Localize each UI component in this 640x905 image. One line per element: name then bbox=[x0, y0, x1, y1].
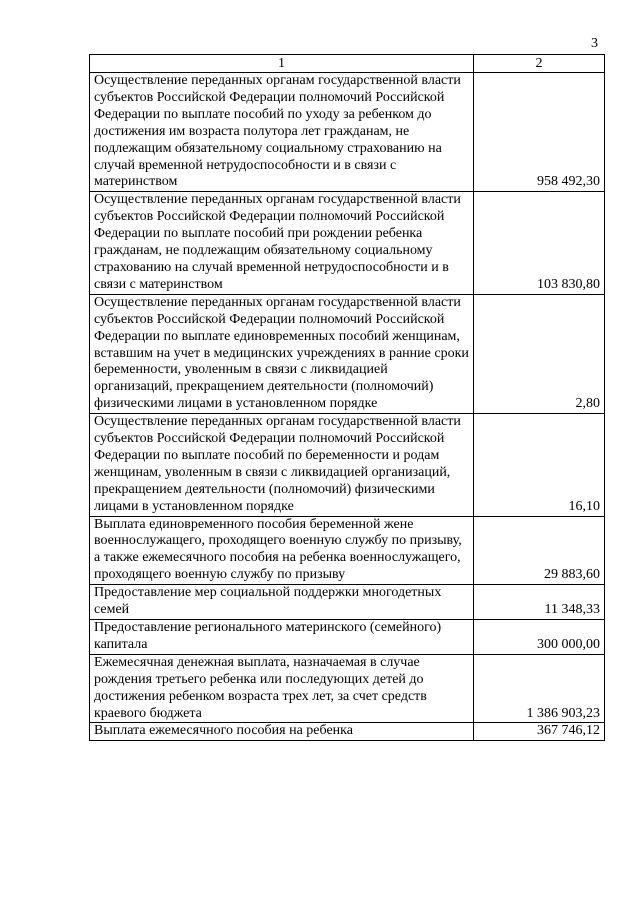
row-description: Предоставление регионального материнского (семейного) капитала bbox=[90, 620, 474, 655]
row-description: Выплата ежемесячного пособия на ребенка bbox=[90, 723, 474, 741]
table-row bbox=[90, 585, 605, 620]
row-description: Осуществление переданных органам государственной власти субъектов Российской Федерации полномочий Российской Федерации по выплате единовременных пособий женщинам, вставшим на учет в медицинских учреждениях в ранние сроки беременности, уволенным в связи с ликвидацией организаций, прекращением деятельности (полномочий) физическими лицами в установленном порядке bbox=[90, 294, 474, 413]
row-description: Предоставление мер социальной поддержки многодетных семей bbox=[90, 585, 474, 620]
column-header-2: 2 bbox=[474, 55, 605, 73]
table-row bbox=[90, 294, 605, 413]
table-row bbox=[90, 723, 605, 741]
table-row bbox=[90, 516, 605, 585]
row-description: Осуществление переданных органам государственной власти субъектов Российской Федерации полномочий Российской Федерации по выплате пособий по уходу за ребенком до достижения им возраста полутора лет гражданам, не подлежащим обязательному социальному страхованию на случай временной нетрудоспособности и в связи с материнством bbox=[90, 73, 474, 192]
row-amount: 958 492,30 bbox=[474, 73, 605, 192]
column-header-1: 1 bbox=[90, 55, 474, 73]
table-row bbox=[90, 654, 605, 723]
table-header-row bbox=[90, 55, 605, 73]
page-number: 3 bbox=[591, 36, 598, 51]
row-amount: 29 883,60 bbox=[474, 516, 605, 585]
row-description: Выплата единовременного пособия беременной жене военнослужащего, проходящего военную службу по призыву, а также ежемесячного пособия на ребенка военнослужащего, проходящего военную службу по призыву bbox=[90, 516, 474, 585]
row-amount: 16,10 bbox=[474, 414, 605, 516]
row-description: Ежемесячная денежная выплата, назначаемая в случае рождения третьего ребенка или последующих детей до достижения ребенком возраста трех лет, за счет средств краевого бюджета bbox=[90, 654, 474, 723]
table-row bbox=[90, 192, 605, 294]
budget-table bbox=[89, 54, 605, 741]
row-amount: 103 830,80 bbox=[474, 192, 605, 294]
table-row bbox=[90, 73, 605, 192]
row-amount: 300 000,00 bbox=[474, 620, 605, 655]
row-amount: 11 348,33 bbox=[474, 585, 605, 620]
row-amount: 1 386 903,23 bbox=[474, 654, 605, 723]
row-description: Осуществление переданных органам государственной власти субъектов Российской Федерации полномочий Российской Федерации по выплате пособий при рождении ребенка гражданам, не подлежащим обязательному социальному страхованию на случай временной нетрудоспособности и в связи с материнством bbox=[90, 192, 474, 294]
row-amount: 367 746,12 bbox=[474, 723, 605, 741]
table-row bbox=[90, 414, 605, 516]
table-row bbox=[90, 620, 605, 655]
row-description: Осуществление переданных органам государственной власти субъектов Российской Федерации полномочий Российской Федерации по выплате пособий по беременности и родам женщинам, уволенным в связи с ликвидацией организаций, прекращением деятельности (полномочий) физическими лицами в установленном порядке bbox=[90, 414, 474, 516]
row-amount: 2,80 bbox=[474, 294, 605, 413]
